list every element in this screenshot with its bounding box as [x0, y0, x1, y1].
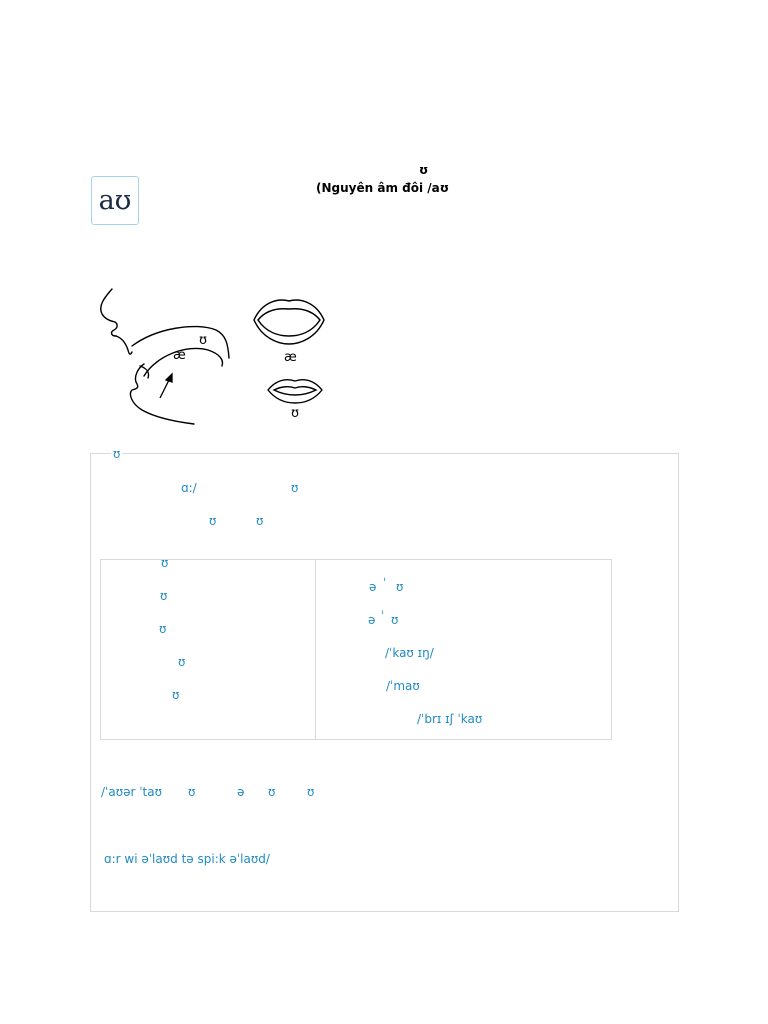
example-part: ə: [237, 785, 245, 799]
table-right-cell: ə: [368, 613, 376, 627]
side-label-u: ʊ: [199, 333, 208, 348]
open-mouth-illustration: [252, 296, 326, 346]
table-divider: [315, 559, 316, 740]
table-right-cell: ˈ: [383, 576, 387, 590]
page-title: (Nguyên âm đôi /aʊ: [316, 181, 449, 195]
title-glyph: ʊ: [419, 163, 429, 177]
table-left-cell: ʊ: [160, 589, 168, 603]
example-part: ʊ: [188, 785, 196, 799]
example-part: ʊ: [307, 785, 315, 799]
example-part: ʊ: [268, 785, 276, 799]
line2-part2: ʊ: [256, 514, 264, 528]
table-right-cell: /ˈmaʊ: [386, 679, 420, 693]
side-label-ae: æ: [173, 348, 186, 363]
panel-heading: ʊ: [113, 447, 121, 461]
table-right-cell: ʊ: [391, 613, 399, 627]
line2-part1: ʊ: [209, 514, 217, 528]
line1-part1: ɑ:/: [181, 481, 197, 495]
phoneme-badge: aʊ: [91, 176, 139, 225]
table-left-cell: ʊ: [172, 688, 180, 702]
open-mouth-label: æ: [284, 350, 297, 365]
example-part: /ˈaʊər ˈtaʊ: [101, 785, 163, 799]
table-left-cell: ʊ: [161, 556, 169, 570]
table-left-cell: ʊ: [178, 655, 186, 669]
table-right-cell: /ˈbrɪ ɪʃ ˈkaʊ: [417, 712, 483, 726]
line1-part2: ʊ: [291, 481, 299, 495]
table-right-cell: ʊ: [396, 580, 404, 594]
table-right-cell: ə: [369, 580, 377, 594]
table-left-cell: ʊ: [159, 622, 167, 636]
table-right-cell: /ˈkaʊ ɪŋ/: [385, 646, 434, 660]
sentence-transcription: ɑ:r wi əˈlaʊd tə spi:k əˈlaʊd/: [104, 852, 270, 866]
word-table: [100, 559, 612, 740]
side-profile-illustration: [96, 286, 236, 428]
rounded-lips-illustration: [266, 376, 324, 404]
table-right-cell: ˈ: [381, 609, 385, 623]
rounded-lips-label: ʊ: [291, 406, 300, 421]
